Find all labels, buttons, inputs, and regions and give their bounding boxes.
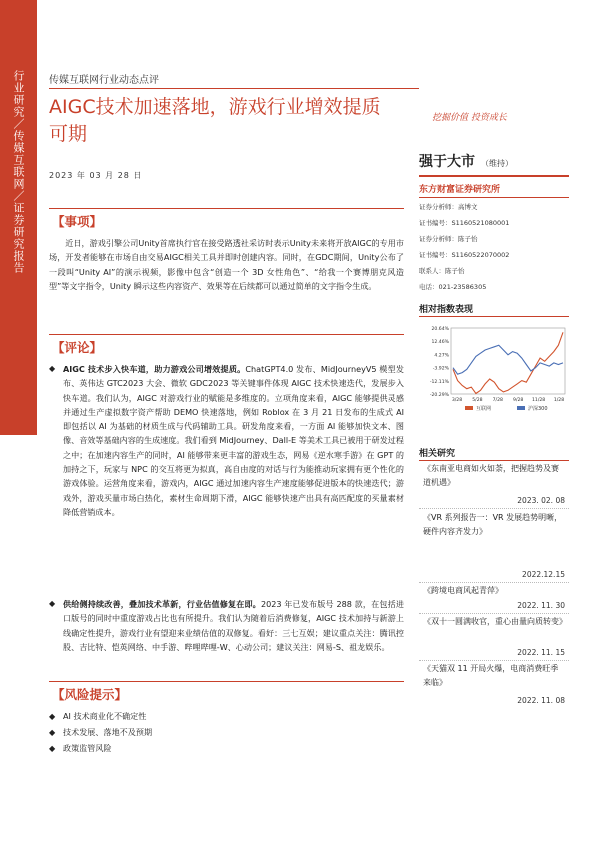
institute-name: 东方财富证券研究所 [419, 185, 501, 195]
report-date: 2023 年 03 月 28 日 [49, 171, 143, 180]
comment-item-2 [49, 597, 404, 654]
risk-item: ◆ AI 技术商业化不确定性 [49, 711, 147, 721]
legend-swatch [517, 406, 525, 410]
diamond-bullet-icon: ◆ [49, 599, 56, 608]
event-paragraph: 近日，游戏引擎公司Unity首席执行官在接受路透社采访时表示Unity未来将开放AIGC的专用市场，开发者能够在市场自由交易AIGC相关工具并即时创建内容。同时，在GDC期间，Unity公布了一段叫“Unity AI”的演示视频，影像中包含“创造一个 3D 女性角色”、“给我一个赛博朋克风造型”等文字指令，Unity 瞬示这些内容资产、效果等在后续都可以通过简单的文字指令生成。 [49, 238, 404, 291]
diamond-bullet-icon: ◆ [49, 711, 56, 721]
analyst-line: 电话：021-23586305 [419, 283, 487, 291]
institute-divider [419, 197, 569, 198]
comment-body: ChatGPT4.0 发布、MidJourneyV5 模型发布、英伟达 GTC2023 大会、微软 GDC2023 等关键事件体现 AIGC 技术快速迭代，发展步入快车道。我们认为，AIGC 对游戏行业的赋能是多维度的。立项角度来看，AIGC 能够提供灵感并通过生产虚拟数字资产帮助 DEMO 快速落地，例如 Roblox 在 3 月 21 日发布的生成式 AI 即包括以 AI 为基础的材质生成与代码辅助工具。研发角度来看，一方面 AI 能够加快文本、图像、音效等基础内容的生成速度。我们看到 MidJourney、Dall-E 等美术工具已被用于研发过程之中；在加速内容生产的同时，AI 能够带来更丰富的游戏生态，网易《逆水寒手游》在 GPT 的加持之下，玩家与 NPC 的交互将更为拟真，高自由度的对话与行为能推动玩家拥有更个性化的游戏体验。运营角度来看，游戏内，AIGC 通过加速内容生产速度能够促进版本的快速迭代；游戏外，游戏买量市场白热化，素材生命周期下滑，AIGC 能够快速产出具有高匹配度的买量素材降低营销成本。 [63, 364, 404, 517]
research-title: 《双十一圆满收官，重心由量向质转变》 [423, 617, 567, 626]
rating-note: （维持） [481, 159, 513, 168]
research-title: 《跨境电商风起青萍》 [423, 586, 503, 595]
research-date: 2022.12.15 [522, 570, 565, 579]
x-tick-label: 9/28 [513, 398, 524, 403]
research-separator [419, 508, 569, 509]
industry-rating [419, 151, 513, 171]
research-date: 2022. 11. 15 [517, 648, 565, 657]
diamond-bullet-icon: ◆ [49, 743, 56, 753]
comment-divider [49, 334, 404, 335]
research-title: 《东南亚电商如火如荼，把握趋势及赛道机遇》 [423, 464, 559, 487]
analyst-line: 证书编号：S1160521080001 [419, 219, 510, 227]
y-tick-label: 4.27% [434, 353, 449, 359]
y-tick-label: -3.92% [432, 366, 449, 372]
chart-frame [451, 328, 565, 394]
related-divider [419, 460, 569, 461]
risk-item: ◆ 政策监管风险 [49, 743, 112, 753]
comment-lead: 供给侧持续改善，叠加技术革新，行业估值修复在即。 [63, 599, 261, 609]
slogan: 挖掘价值 投资成长 [432, 113, 507, 123]
comment-heading: 【评论】 [52, 340, 103, 355]
event-divider [49, 208, 404, 209]
chart-divider [419, 316, 569, 317]
x-tick-label: 5/28 [472, 398, 483, 403]
research-separator [419, 613, 569, 614]
chart-heading: 相对指数表现 [419, 305, 474, 315]
page-title: AIGC技术加速落地，游戏行业增效提质可期 [49, 96, 381, 145]
rating-value: 强于大市 [419, 154, 475, 170]
sidebar-category: 行业研究／传媒互联网／证券研究报告 [12, 70, 25, 274]
y-tick-label: -12.11% [429, 379, 449, 385]
research-date: 2022. 11. 30 [517, 601, 565, 610]
research-date: 2022. 11. 08 [517, 696, 565, 705]
risk-item: ◆ 技术发展、落地不及预期 [49, 727, 153, 737]
chart-svg [419, 322, 569, 422]
legend-swatch [465, 406, 473, 410]
relative-index-chart [419, 322, 569, 422]
analyst-line: 证券分析师：陈子怡 [419, 235, 478, 243]
research-separator [419, 660, 569, 661]
research-date: 2023. 02. 08 [517, 496, 565, 505]
comment-lead: AIGC 技术步入快车道，助力游戏公司增效提质。 [63, 364, 246, 374]
analyst-line: 证书编号：S1160522070002 [419, 251, 510, 259]
sidebar-band [0, 0, 37, 435]
analyst-line: 联系人：陈子怡 [419, 267, 465, 275]
legend-label: 互联网 [476, 406, 492, 412]
series-line-1 [453, 332, 563, 393]
y-tick-label: -20.29% [429, 393, 449, 398]
rating-divider [419, 175, 569, 177]
report-type: 传媒互联网行业动态点评 [49, 75, 159, 86]
event-heading: 【事项】 [52, 214, 103, 229]
research-title: 《天猫双 11 开局火爆，电商消费旺季来临》 [423, 664, 559, 687]
risk-divider [49, 681, 404, 682]
x-tick-label: 3/28 [451, 398, 463, 403]
research-separator [419, 582, 569, 583]
analyst-line: 证券分析师：高博文 [419, 203, 478, 211]
legend-label: 沪深300 [528, 406, 548, 412]
related-heading: 相关研究 [419, 449, 456, 459]
diamond-bullet-icon: ◆ [49, 727, 56, 737]
y-tick-label: 20.64% [431, 327, 449, 332]
x-tick-label: 7/28 [492, 398, 503, 403]
x-tick-label: 11/28 [531, 398, 546, 403]
y-tick-label: 12.46% [431, 340, 449, 346]
comment-body: 2023 年已发布版号 288 款，在包括进口版号的同时中重度游戏占比也有所提升。我们认为随着后消费修复，AIGC 技术加持与新游上线确定性提升，游戏行业有望迎来业绩估值的双修复。看好：三七互娱；建议重点关注：腾讯控股、吉比特、恺英网络、中手游、哔哩哔哩-W、心动公司；建议关注：网易-S、祖龙娱乐。 [63, 599, 404, 652]
research-title: 《VR 系列报告一：VR 发展趋势明晰，硬件内容齐发力》 [423, 513, 563, 536]
risk-heading: 【风险提示】 [52, 687, 128, 702]
header-divider [49, 88, 419, 89]
x-tick-label: 1/28 [553, 398, 565, 403]
diamond-bullet-icon: ◆ [49, 364, 56, 373]
comment-item-1 [49, 362, 404, 519]
